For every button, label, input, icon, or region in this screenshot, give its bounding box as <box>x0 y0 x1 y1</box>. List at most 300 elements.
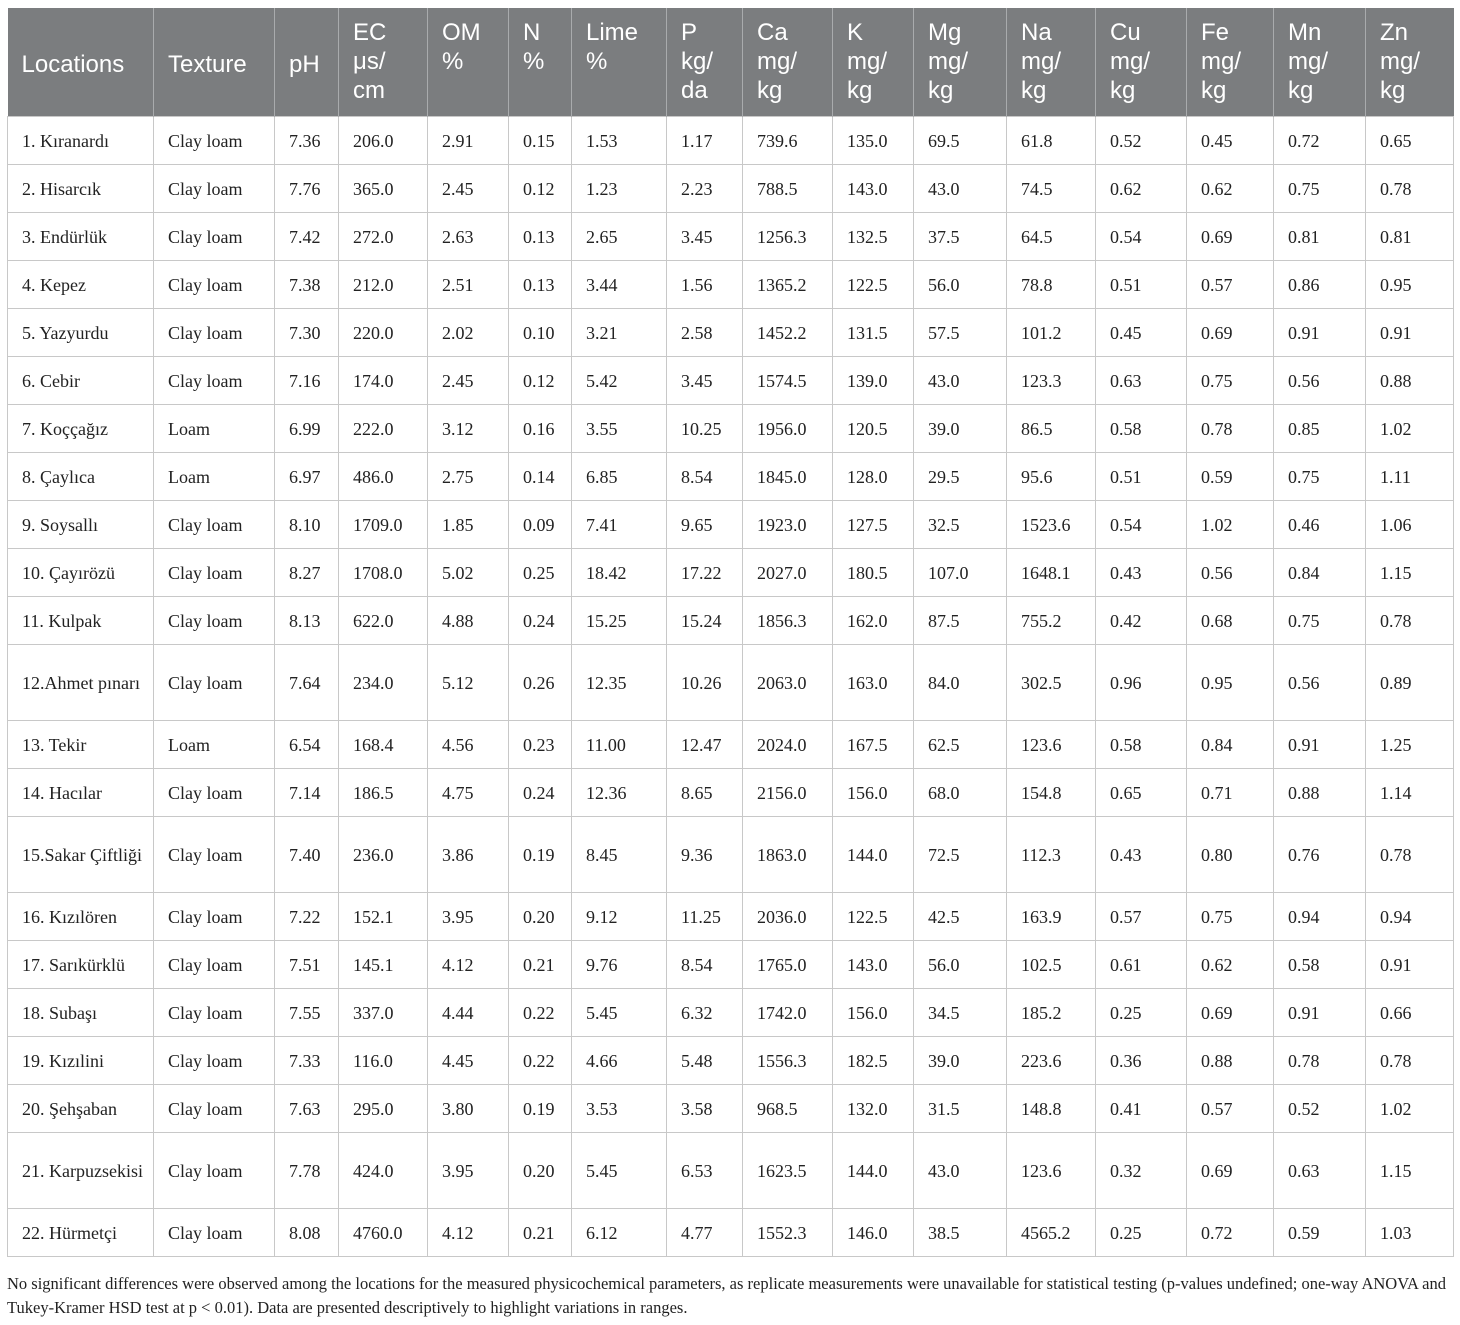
cell-cu: 0.96 <box>1096 645 1187 721</box>
cell-om: 2.91 <box>428 117 509 165</box>
cell-ec: 4760.0 <box>339 1209 428 1257</box>
cell-cu: 0.51 <box>1096 453 1187 501</box>
cell-fe: 1.02 <box>1187 501 1274 549</box>
table-row <box>8 117 1454 165</box>
column-header-line: mg/ <box>1201 48 1242 75</box>
cell-n: 0.10 <box>509 309 572 357</box>
cell-p: 8.54 <box>667 453 743 501</box>
cell-zn: 1.14 <box>1366 769 1454 817</box>
cell-fe: 0.69 <box>1187 213 1274 261</box>
column-header-line: mg/ <box>1288 48 1329 75</box>
cell-ec: 622.0 <box>339 597 428 645</box>
cell-ph: 7.33 <box>275 1037 339 1085</box>
cell-mn: 0.46 <box>1274 501 1366 549</box>
cell-ec: 186.5 <box>339 769 428 817</box>
cell-om: 4.45 <box>428 1037 509 1085</box>
column-header-mg <box>914 8 1007 117</box>
cell-p: 2.58 <box>667 309 743 357</box>
cell-na: 148.8 <box>1007 1085 1096 1133</box>
cell-locations: 12.Ahmet pınarı <box>8 645 154 721</box>
cell-cu: 0.43 <box>1096 549 1187 597</box>
column-header-om <box>428 8 509 117</box>
column-header-line: μs/ <box>353 48 386 75</box>
cell-cu: 0.62 <box>1096 165 1187 213</box>
column-header-na <box>1007 8 1096 117</box>
table-row <box>8 357 1454 405</box>
cell-na: 61.8 <box>1007 117 1096 165</box>
cell-na: 123.6 <box>1007 721 1096 769</box>
cell-cu: 0.58 <box>1096 405 1187 453</box>
cell-n: 0.15 <box>509 117 572 165</box>
cell-om: 3.80 <box>428 1085 509 1133</box>
cell-lime: 5.45 <box>572 989 667 1037</box>
cell-ca: 1863.0 <box>743 817 833 893</box>
cell-na: 223.6 <box>1007 1037 1096 1085</box>
cell-na: 102.5 <box>1007 941 1096 989</box>
column-header-line: kg <box>928 77 954 104</box>
column-header-line: Na <box>1021 19 1052 46</box>
cell-ca: 2024.0 <box>743 721 833 769</box>
cell-ec: 168.4 <box>339 721 428 769</box>
cell-ca: 1256.3 <box>743 213 833 261</box>
column-header-line: kg <box>757 77 783 104</box>
cell-mn: 0.52 <box>1274 1085 1366 1133</box>
cell-mg: 32.5 <box>914 501 1007 549</box>
cell-lime: 1.23 <box>572 165 667 213</box>
cell-k: 143.0 <box>833 941 914 989</box>
cell-lime: 11.00 <box>572 721 667 769</box>
cell-lime: 4.66 <box>572 1037 667 1085</box>
cell-mg: 56.0 <box>914 261 1007 309</box>
cell-fe: 0.75 <box>1187 357 1274 405</box>
table-row <box>8 213 1454 261</box>
cell-zn: 1.15 <box>1366 549 1454 597</box>
cell-cu: 0.45 <box>1096 309 1187 357</box>
cell-om: 4.75 <box>428 769 509 817</box>
cell-ec: 486.0 <box>339 453 428 501</box>
cell-mn: 0.56 <box>1274 357 1366 405</box>
soil-properties-table-container <box>7 8 1453 1257</box>
table-row <box>8 721 1454 769</box>
cell-locations: 14. Hacılar <box>8 769 154 817</box>
table-row <box>8 549 1454 597</box>
column-header-line: mg/ <box>928 48 969 75</box>
column-header-cu <box>1096 8 1187 117</box>
table-row <box>8 817 1454 893</box>
cell-mn: 0.91 <box>1274 309 1366 357</box>
cell-zn: 0.94 <box>1366 893 1454 941</box>
cell-texture: Clay loam <box>154 117 275 165</box>
cell-ph: 6.54 <box>275 721 339 769</box>
cell-zn: 0.95 <box>1366 261 1454 309</box>
cell-mg: 37.5 <box>914 213 1007 261</box>
cell-k: 128.0 <box>833 453 914 501</box>
cell-mg: 107.0 <box>914 549 1007 597</box>
cell-ca: 1623.5 <box>743 1133 833 1209</box>
cell-p: 4.77 <box>667 1209 743 1257</box>
cell-texture: Clay loam <box>154 357 275 405</box>
cell-cu: 0.43 <box>1096 817 1187 893</box>
cell-om: 2.02 <box>428 309 509 357</box>
cell-n: 0.12 <box>509 165 572 213</box>
cell-mn: 0.76 <box>1274 817 1366 893</box>
cell-na: 154.8 <box>1007 769 1096 817</box>
cell-mn: 0.72 <box>1274 117 1366 165</box>
cell-locations: 5. Yazyurdu <box>8 309 154 357</box>
cell-cu: 0.65 <box>1096 769 1187 817</box>
cell-ph: 7.14 <box>275 769 339 817</box>
column-header-lime <box>572 8 667 117</box>
cell-n: 0.19 <box>509 1085 572 1133</box>
cell-ca: 1956.0 <box>743 405 833 453</box>
table-row <box>8 645 1454 721</box>
cell-fe: 0.45 <box>1187 117 1274 165</box>
cell-mg: 57.5 <box>914 309 1007 357</box>
cell-ph: 6.97 <box>275 453 339 501</box>
cell-zn: 0.89 <box>1366 645 1454 721</box>
cell-mn: 0.56 <box>1274 645 1366 721</box>
cell-ec: 337.0 <box>339 989 428 1037</box>
table-row <box>8 769 1454 817</box>
cell-lime: 2.65 <box>572 213 667 261</box>
column-header-line: kg <box>1201 77 1227 104</box>
table-body <box>8 117 1454 1257</box>
column-header-n <box>509 8 572 117</box>
cell-lime: 3.44 <box>572 261 667 309</box>
cell-zn: 0.81 <box>1366 213 1454 261</box>
cell-n: 0.12 <box>509 357 572 405</box>
column-header-line: Mg <box>928 19 962 46</box>
column-header-line: P <box>681 19 698 46</box>
cell-fe: 0.59 <box>1187 453 1274 501</box>
cell-k: 144.0 <box>833 1133 914 1209</box>
cell-p: 10.26 <box>667 645 743 721</box>
cell-fe: 0.57 <box>1187 261 1274 309</box>
cell-ph: 7.40 <box>275 817 339 893</box>
cell-fe: 0.62 <box>1187 165 1274 213</box>
cell-p: 11.25 <box>667 893 743 941</box>
cell-n: 0.25 <box>509 549 572 597</box>
cell-texture: Clay loam <box>154 645 275 721</box>
cell-ec: 295.0 <box>339 1085 428 1133</box>
cell-fe: 0.62 <box>1187 941 1274 989</box>
cell-locations: 17. Sarıkürklü <box>8 941 154 989</box>
cell-ec: 1708.0 <box>339 549 428 597</box>
cell-ph: 7.63 <box>275 1085 339 1133</box>
table-row <box>8 893 1454 941</box>
cell-fe: 0.78 <box>1187 405 1274 453</box>
cell-mg: 56.0 <box>914 941 1007 989</box>
cell-na: 101.2 <box>1007 309 1096 357</box>
cell-locations: 4. Kepez <box>8 261 154 309</box>
cell-lime: 3.53 <box>572 1085 667 1133</box>
cell-mg: 87.5 <box>914 597 1007 645</box>
table-row <box>8 309 1454 357</box>
table-row <box>8 453 1454 501</box>
cell-ph: 7.76 <box>275 165 339 213</box>
cell-p: 2.23 <box>667 165 743 213</box>
cell-mg: 72.5 <box>914 817 1007 893</box>
cell-n: 0.20 <box>509 893 572 941</box>
table-footnote: No significant differences were observed among the locations for the measured physicochemical parameters, as replicate measurements were unavailable for statistical testing (p-values undefined; one-way ANOVA and Tukey-Kramer HSD test at p < 0.01). Data are presented descriptively to highlight variations in ranges. <box>7 1274 1446 1317</box>
cell-k: 180.5 <box>833 549 914 597</box>
cell-lime: 3.55 <box>572 405 667 453</box>
cell-k: 167.5 <box>833 721 914 769</box>
cell-k: 156.0 <box>833 769 914 817</box>
cell-zn: 0.78 <box>1366 165 1454 213</box>
cell-k: 122.5 <box>833 893 914 941</box>
cell-k: 135.0 <box>833 117 914 165</box>
cell-locations: 11. Kulpak <box>8 597 154 645</box>
cell-cu: 0.41 <box>1096 1085 1187 1133</box>
column-header-line: N <box>523 19 541 46</box>
cell-locations: 13. Tekir <box>8 721 154 769</box>
table-row <box>8 1209 1454 1257</box>
cell-om: 5.12 <box>428 645 509 721</box>
cell-om: 1.85 <box>428 501 509 549</box>
column-header-line: da <box>681 77 708 104</box>
cell-ec: 152.1 <box>339 893 428 941</box>
cell-p: 3.45 <box>667 357 743 405</box>
column-header-line: OM <box>442 19 481 46</box>
cell-fe: 0.75 <box>1187 893 1274 941</box>
cell-na: 755.2 <box>1007 597 1096 645</box>
cell-ec: 234.0 <box>339 645 428 721</box>
table-row <box>8 1133 1454 1209</box>
cell-locations: 22. Hürmetçi <box>8 1209 154 1257</box>
table-row <box>8 941 1454 989</box>
column-header-line: Fe <box>1201 19 1230 46</box>
cell-na: 123.3 <box>1007 357 1096 405</box>
column-header-k <box>833 8 914 117</box>
cell-texture: Clay loam <box>154 941 275 989</box>
cell-n: 0.22 <box>509 1037 572 1085</box>
cell-ec: 424.0 <box>339 1133 428 1209</box>
cell-texture: Clay loam <box>154 989 275 1037</box>
column-header-line: Lime <box>586 19 639 46</box>
cell-mn: 0.75 <box>1274 165 1366 213</box>
cell-fe: 0.69 <box>1187 989 1274 1037</box>
cell-p: 9.36 <box>667 817 743 893</box>
cell-mn: 0.78 <box>1274 1037 1366 1085</box>
cell-locations: 15.Sakar Çiftliği <box>8 817 154 893</box>
column-header-line: mg/ <box>1021 48 1062 75</box>
cell-lime: 9.12 <box>572 893 667 941</box>
column-header-line: mg/ <box>1110 48 1151 75</box>
column-header-line: Ca <box>757 19 788 46</box>
cell-n: 0.20 <box>509 1133 572 1209</box>
cell-n: 0.22 <box>509 989 572 1037</box>
cell-locations: 10. Çayırözü <box>8 549 154 597</box>
cell-ph: 7.78 <box>275 1133 339 1209</box>
cell-p: 1.17 <box>667 117 743 165</box>
cell-n: 0.09 <box>509 501 572 549</box>
cell-p: 6.53 <box>667 1133 743 1209</box>
cell-na: 112.3 <box>1007 817 1096 893</box>
column-header-line: % <box>523 48 545 75</box>
cell-om: 2.45 <box>428 357 509 405</box>
cell-om: 4.12 <box>428 941 509 989</box>
cell-k: 132.0 <box>833 1085 914 1133</box>
cell-p: 9.65 <box>667 501 743 549</box>
cell-ca: 1856.3 <box>743 597 833 645</box>
cell-locations: 3. Endürlük <box>8 213 154 261</box>
cell-ph: 7.22 <box>275 893 339 941</box>
cell-ca: 1556.3 <box>743 1037 833 1085</box>
cell-mn: 0.81 <box>1274 213 1366 261</box>
column-header-line: % <box>586 48 608 75</box>
column-header-ec <box>339 8 428 117</box>
cell-na: 86.5 <box>1007 405 1096 453</box>
soil-properties-table <box>7 8 1454 1257</box>
cell-p: 17.22 <box>667 549 743 597</box>
cell-ca: 2156.0 <box>743 769 833 817</box>
column-header-line: kg <box>1380 77 1406 104</box>
cell-zn: 1.15 <box>1366 1133 1454 1209</box>
cell-n: 0.13 <box>509 213 572 261</box>
column-header-line: Mn <box>1288 19 1322 46</box>
cell-cu: 0.58 <box>1096 721 1187 769</box>
column-header-line: kg <box>847 77 873 104</box>
cell-ph: 7.51 <box>275 941 339 989</box>
cell-cu: 0.51 <box>1096 261 1187 309</box>
cell-locations: 21. Karpuzsekisi <box>8 1133 154 1209</box>
cell-ca: 739.6 <box>743 117 833 165</box>
cell-n: 0.23 <box>509 721 572 769</box>
cell-p: 8.65 <box>667 769 743 817</box>
cell-om: 4.56 <box>428 721 509 769</box>
cell-p: 3.58 <box>667 1085 743 1133</box>
column-header-fe <box>1187 8 1274 117</box>
cell-texture: Clay loam <box>154 501 275 549</box>
cell-p: 8.54 <box>667 941 743 989</box>
cell-texture: Clay loam <box>154 1037 275 1085</box>
cell-k: 156.0 <box>833 989 914 1037</box>
cell-locations: 16. Kızılören <box>8 893 154 941</box>
cell-mg: 31.5 <box>914 1085 1007 1133</box>
cell-mg: 39.0 <box>914 405 1007 453</box>
cell-locations: 20. Şehşaban <box>8 1085 154 1133</box>
cell-zn: 0.78 <box>1366 597 1454 645</box>
cell-ca: 1452.2 <box>743 309 833 357</box>
cell-om: 3.86 <box>428 817 509 893</box>
cell-fe: 0.72 <box>1187 1209 1274 1257</box>
cell-locations: 1. Kıranardı <box>8 117 154 165</box>
cell-texture: Clay loam <box>154 1209 275 1257</box>
cell-ph: 7.38 <box>275 261 339 309</box>
table-row <box>8 597 1454 645</box>
header-row <box>8 8 1454 117</box>
cell-mn: 0.59 <box>1274 1209 1366 1257</box>
cell-lime: 7.41 <box>572 501 667 549</box>
cell-k: 127.5 <box>833 501 914 549</box>
cell-lime: 12.35 <box>572 645 667 721</box>
cell-ca: 1365.2 <box>743 261 833 309</box>
table-header <box>8 8 1454 117</box>
cell-ca: 968.5 <box>743 1085 833 1133</box>
column-header-texture <box>154 8 275 117</box>
column-header-mn <box>1274 8 1366 117</box>
cell-zn: 1.11 <box>1366 453 1454 501</box>
cell-cu: 0.32 <box>1096 1133 1187 1209</box>
cell-n: 0.21 <box>509 941 572 989</box>
cell-texture: Loam <box>154 721 275 769</box>
cell-ph: 7.36 <box>275 117 339 165</box>
cell-n: 0.13 <box>509 261 572 309</box>
column-header-line: kg <box>1021 77 1047 104</box>
cell-lime: 15.25 <box>572 597 667 645</box>
cell-ca: 2063.0 <box>743 645 833 721</box>
column-header-locations <box>8 8 154 117</box>
cell-mg: 39.0 <box>914 1037 1007 1085</box>
cell-cu: 0.54 <box>1096 501 1187 549</box>
cell-na: 1648.1 <box>1007 549 1096 597</box>
table-row <box>8 1037 1454 1085</box>
cell-ph: 8.13 <box>275 597 339 645</box>
cell-na: 64.5 <box>1007 213 1096 261</box>
column-header-line: mg/ <box>1380 48 1421 75</box>
cell-lime: 12.36 <box>572 769 667 817</box>
cell-n: 0.19 <box>509 817 572 893</box>
cell-ec: 236.0 <box>339 817 428 893</box>
cell-p: 10.25 <box>667 405 743 453</box>
cell-cu: 0.36 <box>1096 1037 1187 1085</box>
cell-ca: 1574.5 <box>743 357 833 405</box>
cell-ph: 7.16 <box>275 357 339 405</box>
table-row <box>8 501 1454 549</box>
cell-ec: 116.0 <box>339 1037 428 1085</box>
cell-fe: 0.71 <box>1187 769 1274 817</box>
cell-om: 2.51 <box>428 261 509 309</box>
cell-fe: 0.69 <box>1187 309 1274 357</box>
cell-k: 122.5 <box>833 261 914 309</box>
cell-locations: 2. Hisarcık <box>8 165 154 213</box>
column-header-line: EC <box>353 19 387 46</box>
cell-ca: 2036.0 <box>743 893 833 941</box>
column-header-line: Cu <box>1110 19 1141 46</box>
table-row <box>8 261 1454 309</box>
cell-om: 4.88 <box>428 597 509 645</box>
cell-zn: 0.66 <box>1366 989 1454 1037</box>
cell-om: 5.02 <box>428 549 509 597</box>
cell-zn: 0.91 <box>1366 309 1454 357</box>
column-header-line: kg <box>1110 77 1136 104</box>
cell-ca: 788.5 <box>743 165 833 213</box>
column-header-ca <box>743 8 833 117</box>
cell-mn: 0.75 <box>1274 453 1366 501</box>
cell-cu: 0.42 <box>1096 597 1187 645</box>
cell-om: 3.95 <box>428 1133 509 1209</box>
cell-n: 0.16 <box>509 405 572 453</box>
cell-ph: 7.64 <box>275 645 339 721</box>
cell-fe: 0.56 <box>1187 549 1274 597</box>
cell-zn: 1.02 <box>1366 1085 1454 1133</box>
cell-ec: 220.0 <box>339 309 428 357</box>
cell-na: 4565.2 <box>1007 1209 1096 1257</box>
cell-fe: 0.69 <box>1187 1133 1274 1209</box>
cell-zn: 0.65 <box>1366 117 1454 165</box>
cell-om: 2.63 <box>428 213 509 261</box>
cell-lime: 6.85 <box>572 453 667 501</box>
cell-k: 182.5 <box>833 1037 914 1085</box>
cell-om: 3.12 <box>428 405 509 453</box>
cell-ec: 212.0 <box>339 261 428 309</box>
cell-mn: 0.86 <box>1274 261 1366 309</box>
cell-ca: 2027.0 <box>743 549 833 597</box>
cell-ec: 174.0 <box>339 357 428 405</box>
cell-texture: Clay loam <box>154 261 275 309</box>
cell-mg: 62.5 <box>914 721 1007 769</box>
